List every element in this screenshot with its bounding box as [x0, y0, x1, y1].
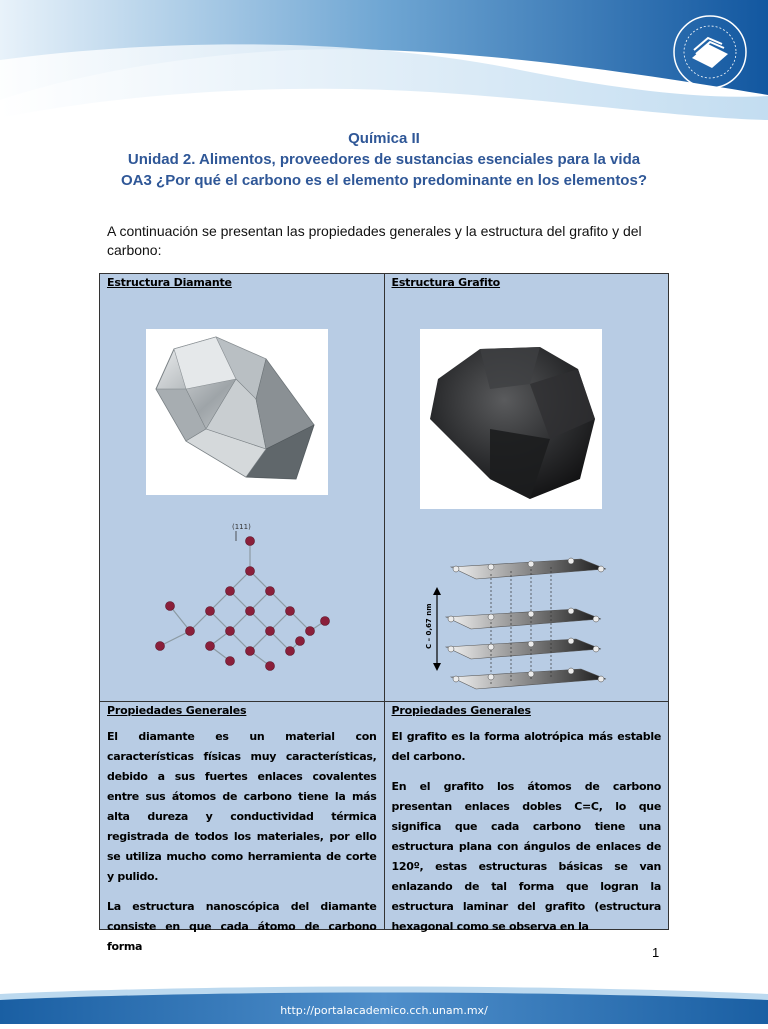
- graphite-properties-cell: [384, 702, 668, 933]
- graphite-structure-header: Estructura Grafito: [391, 276, 501, 289]
- college-logo-icon: [672, 14, 748, 90]
- diamond-structure-cell: [100, 274, 385, 702]
- document-title: [0, 128, 768, 191]
- diamond-properties-cell: [100, 702, 385, 953]
- diamond-paragraph-2: La estructura nanoscópica del diamante consiste en que cada átomo de carbono forma: [107, 900, 377, 953]
- unit-title: Unidad 2. Alimentos, proveedores de sustancias esenciales para la vida: [127, 151, 641, 168]
- subject-title: Química II: [348, 130, 420, 147]
- graphite-structure-cell: [384, 274, 668, 702]
- graphite-paragraph-2: En el grafito los átomos de carbono presentan enlaces dobles C=C, lo que significa que cada carbono tiene una estructura plana con ángulos de enlaces de 120º, estas estructuras básicas se van enlazando de tal forma que logran la estructura laminar del grafito (estructura hexagonal como se observa en la: [391, 780, 661, 933]
- graphite-properties-text: [385, 727, 668, 937]
- header-banner: [0, 0, 768, 130]
- structure-row: [100, 274, 669, 702]
- diamond-structure-header: Estructura Diamante: [107, 276, 232, 289]
- diamond-properties-header: Propiedades Generales: [107, 704, 247, 717]
- graphite-layers-diagram: [421, 539, 621, 694]
- layer-distance-label: C – 0,67 nm: [424, 603, 433, 649]
- diamond-photo: [146, 329, 328, 495]
- graphite-paragraph-1: El grafito es la forma alotrópica más estable del carbono.: [391, 730, 661, 763]
- graphite-photo: [420, 329, 602, 509]
- diamond-lattice-diagram: [140, 521, 340, 686]
- properties-row: [100, 702, 669, 930]
- page-number: 1: [652, 945, 660, 960]
- lattice-label: (111): [232, 523, 251, 531]
- intro-paragraph: A continuación se presentan las propiedades generales y la estructura del grafito y del carbono:: [107, 223, 642, 258]
- comparison-table: [99, 273, 669, 953]
- footer-url-link[interactable]: http://portalacademico.cch.unam.mx/: [280, 1004, 488, 1017]
- header-wave-graphic: [0, 0, 768, 130]
- diamond-properties-text: [100, 727, 384, 957]
- objective-title: OA3 ¿Por qué el carbono es el elemento predominante en los elementos?: [121, 172, 647, 189]
- diamond-paragraph-1: El diamante es un material con características físicas muy características, debido a sus fuertes enlaces covalentes entre sus átomos de carbono tiene la más alta dureza y conductividad térmica registrada de todos los materiales, por ello se utiliza mucho como herramienta de corte y pulido.: [107, 730, 377, 883]
- graphite-properties-header: Propiedades Generales: [391, 704, 531, 717]
